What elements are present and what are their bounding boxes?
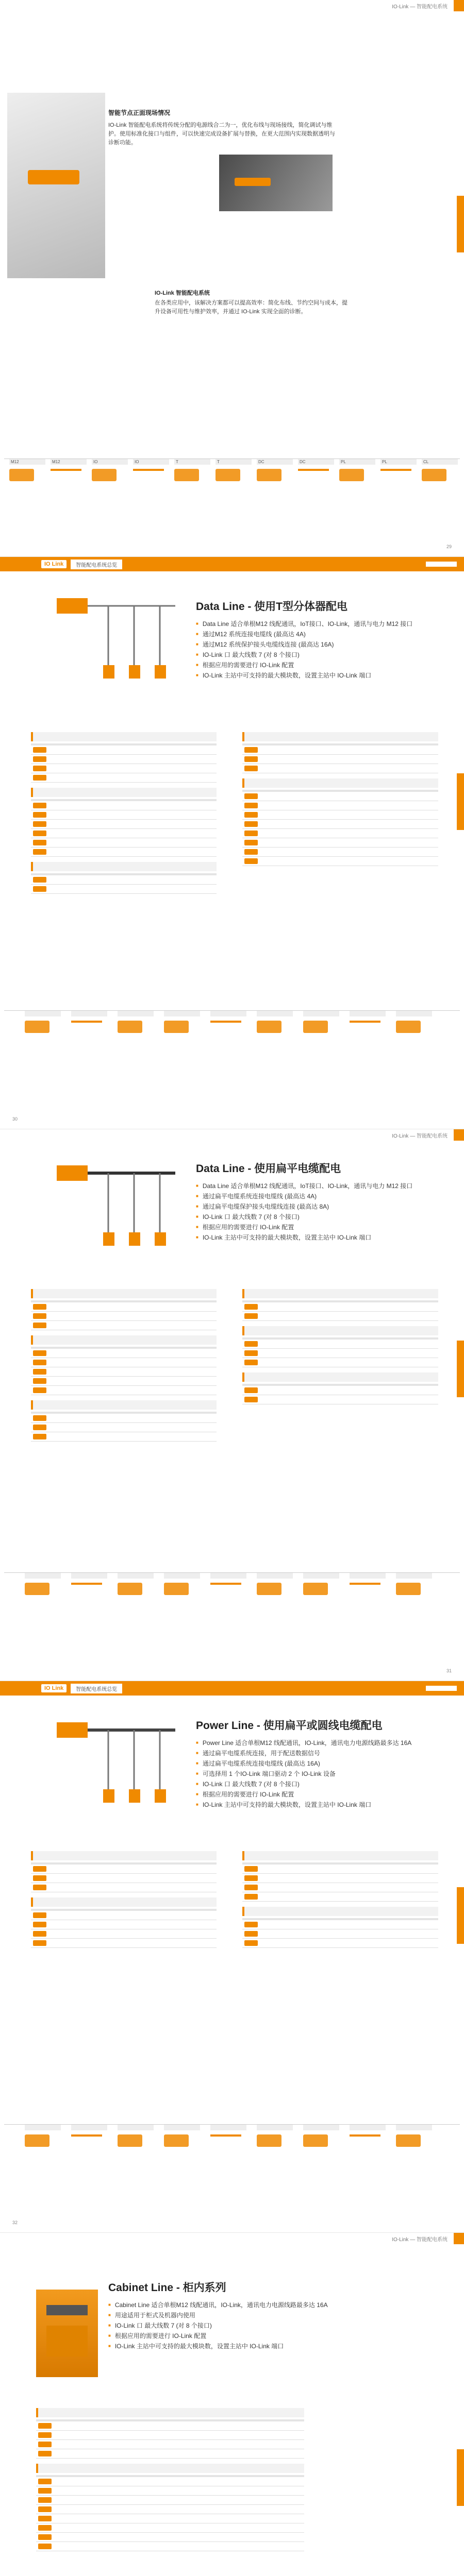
product-table — [31, 1347, 217, 1395]
header-title: IO-Link — 智能配电系统 — [392, 2236, 448, 2243]
bullet-item: ■ 根据应用的需要进行 IO-Link 配置 — [196, 660, 443, 670]
product-table — [31, 743, 217, 783]
left-tables — [31, 727, 217, 894]
product-table — [31, 873, 217, 894]
bullet-item: ■ Data Line 适合单根M12 线配通讯，IoT接口、IO-Link，通讯与电力 M12 接口 — [196, 619, 443, 629]
section-heading — [242, 732, 438, 741]
cabinet-device-photo — [36, 2290, 98, 2377]
product-table — [31, 799, 217, 857]
product-table — [242, 1384, 438, 1404]
strip-cell: T — [216, 459, 252, 500]
strip-cell: DC — [257, 459, 293, 500]
product-table — [31, 1862, 217, 1892]
side-tab — [457, 773, 464, 830]
bullet-item: ■ IO-Link 主站中可支持的最大模块数，设置主站中 IO-Link 端口 — [108, 2341, 376, 2351]
io-link-logo: IO Link — [41, 560, 67, 568]
intro-heading: 智能节点正面现场情况 — [108, 109, 171, 116]
product-table — [31, 1909, 217, 1948]
bullet-item: ■ 可选择用 1 个IO-Link 端口驱动 2 个 IO-Link 设备 — [196, 1769, 443, 1779]
header-title: IO-Link — 智能配电系统 — [392, 4, 448, 10]
intro-text: IO-Link 智能配电系统将传统分配的电源线合二为一，优化布线与现场接线，简化调试与维护。使用标准化接口与组件，可以快速完成设备扩展与替换，在更大范围内实现数据透明与诊断功能。 — [108, 122, 335, 146]
bullet-item: ■ IO-Link 主站中可支持的最大模块数，设置主站中 IO-Link 端口 — [196, 1800, 443, 1810]
bullet-item: ■ 根据应用的需要进行 IO-Link 配置 — [196, 1789, 443, 1800]
right-tables — [242, 1284, 438, 1404]
page-number: 30 — [12, 1116, 18, 1122]
product-table — [242, 1337, 438, 1367]
callout-block — [155, 289, 351, 316]
bullet-item: ■ IO-Link 主站中可支持的最大模块数，设置主站中 IO-Link 端口 — [196, 670, 443, 681]
callout-text: 在各类应用中，该解决方案都可以提高效率：简化布线、节约空间与成本，提升设备可用性与维护效率，并通过 IO-Link 实现全面的诊断。 — [155, 300, 347, 315]
catalog-page-1 — [0, 0, 464, 557]
product-table — [31, 1300, 217, 1330]
page-band — [0, 557, 464, 571]
right-tables — [242, 1846, 438, 1948]
catalog-page-3 — [0, 1129, 464, 1681]
bullet-item: ■ Cabinet Line 适合单根M12 线配通讯，IO-Link，通讯电力电源线路最多达 16A — [108, 2300, 376, 2310]
bullet-item: ■ IO-Link 主站中可支持的最大模块数，设置主站中 IO-Link 端口 — [196, 1232, 443, 1243]
page-title: Data Line - 使用扁平电缆配电 — [196, 1163, 341, 1175]
band-text: 智能配电系统总览 — [71, 1684, 122, 1693]
bullet-item: ■ 根据应用的需要进行 IO-Link 配置 — [108, 2331, 376, 2341]
product-table — [242, 1862, 438, 1902]
product-table — [242, 1918, 438, 1948]
cable-photo — [219, 155, 333, 211]
title-block — [108, 2279, 376, 2351]
page-header — [0, 1129, 464, 1141]
page-band — [0, 1681, 464, 1696]
topology-diagram — [52, 1712, 186, 1815]
section-heading — [31, 862, 217, 871]
page-number: 31 — [446, 1668, 452, 1673]
strip-cell: IO — [133, 459, 169, 500]
header-title: IO-Link — 智能配电系统 — [392, 1133, 448, 1139]
topology-diagram — [52, 588, 186, 691]
strip-cell: PL — [380, 459, 417, 500]
strip-cell: CL — [422, 459, 458, 500]
product-strip — [4, 459, 460, 500]
side-tab — [457, 1887, 464, 1944]
band-text: 智能配电系统总览 — [71, 560, 122, 569]
catalog-page-5 — [0, 2233, 464, 2576]
left-tables — [31, 1846, 217, 1948]
io-link-logo: IO Link — [41, 1684, 67, 1692]
strip-cell: M12 — [9, 459, 45, 500]
page-number: 32 — [12, 2220, 18, 2225]
strip-cell: IO — [92, 459, 128, 500]
page-header — [0, 2233, 464, 2244]
bullet-item: ■ IO-Link 口 最大线数 7 (对 8 个接口) — [196, 1779, 443, 1789]
catalog-page-4 — [0, 1681, 464, 2233]
product-strip — [4, 1010, 460, 1052]
cabinet-tables — [36, 2403, 304, 2551]
bullet-item: ■ 通过扁平电缆系统连接电缆线 (最高达 4A) — [196, 1191, 443, 1201]
product-strip — [4, 2124, 460, 2166]
bullet-item: ■ 通过扁平电缆系统连接，用于配送数据信号 — [196, 1748, 443, 1758]
section-heading — [31, 732, 217, 741]
page-title: Power Line - 使用扁平或圆线电缆配电 — [196, 1720, 383, 1732]
bullet-list — [196, 1181, 443, 1243]
callout-heading: IO-Link 智能配电系统 — [155, 290, 210, 296]
bullet-item: ■ 通过M12 系统连接电缆线 (最高达 4A) — [196, 629, 443, 639]
side-tab — [457, 1341, 464, 1397]
bullet-item: ■ 根据应用的需要进行 IO-Link 配置 — [196, 1222, 443, 1232]
section-heading — [31, 788, 217, 797]
strip-cell: T — [174, 459, 210, 500]
bullet-item: ■ Power Line 适合单根M12 线配通讯，IO-Link，通讯电力电源线路最多达 16A — [196, 1738, 443, 1748]
product-table — [242, 743, 438, 773]
product-table — [36, 2475, 304, 2551]
title-block — [196, 1160, 443, 1243]
strip-cell: DC — [298, 459, 334, 500]
product-table — [36, 2419, 304, 2459]
title-block — [196, 598, 443, 681]
bullet-item: ■ IO-Link 口 最大线数 7 (对 8 个接口) — [196, 650, 443, 660]
page-title: Cabinet Line - 柜内系列 — [108, 2282, 226, 2294]
right-tables — [242, 727, 438, 866]
bullet-list — [196, 1738, 443, 1810]
bullet-item: ■ IO-Link 口 最大线数 7 (对 8 个接口) — [196, 1212, 443, 1222]
strip-cell: PL — [339, 459, 375, 500]
bullet-list — [196, 619, 443, 681]
title-block — [196, 1717, 443, 1810]
section-heading — [242, 778, 438, 788]
intro-block — [108, 108, 340, 147]
catalog-page-2 — [0, 557, 464, 1129]
product-table — [242, 790, 438, 866]
product-table — [31, 1412, 217, 1442]
product-table — [242, 1300, 438, 1321]
bullet-item: ■ 通过M12 系统保护接头电缆线连接 (最高达 16A) — [196, 639, 443, 650]
bullet-item: ■ 通过扁平电缆保护接头电缆线连接 (最高达 8A) — [196, 1201, 443, 1212]
bullet-item: ■ 用途适用于柜式及机器内使用 — [108, 2310, 376, 2320]
bullet-item: ■ Data Line 适合单根M12 线配通讯，IoT接口、IO-Link，通讯与电力 M12 接口 — [196, 1181, 443, 1191]
hero-photo — [7, 93, 105, 278]
left-tables — [31, 1284, 217, 1442]
product-strip — [4, 1572, 460, 1614]
topology-diagram — [52, 1155, 186, 1258]
side-tab — [457, 2449, 464, 2506]
bullet-list — [108, 2300, 376, 2351]
page-number: 29 — [446, 544, 452, 549]
bullet-item: ■ 通过扁平电缆系统连接电缆线 (最高达 16A) — [196, 1758, 443, 1769]
side-tab — [457, 196, 464, 252]
page-title: Data Line - 使用T型分体器配电 — [196, 601, 348, 613]
page-header — [0, 0, 464, 11]
bullet-item: ■ IO-Link 口 最大线数 7 (对 8 个接口) — [108, 2320, 376, 2331]
header-tab — [454, 0, 464, 11]
strip-cell: M12 — [51, 459, 87, 500]
